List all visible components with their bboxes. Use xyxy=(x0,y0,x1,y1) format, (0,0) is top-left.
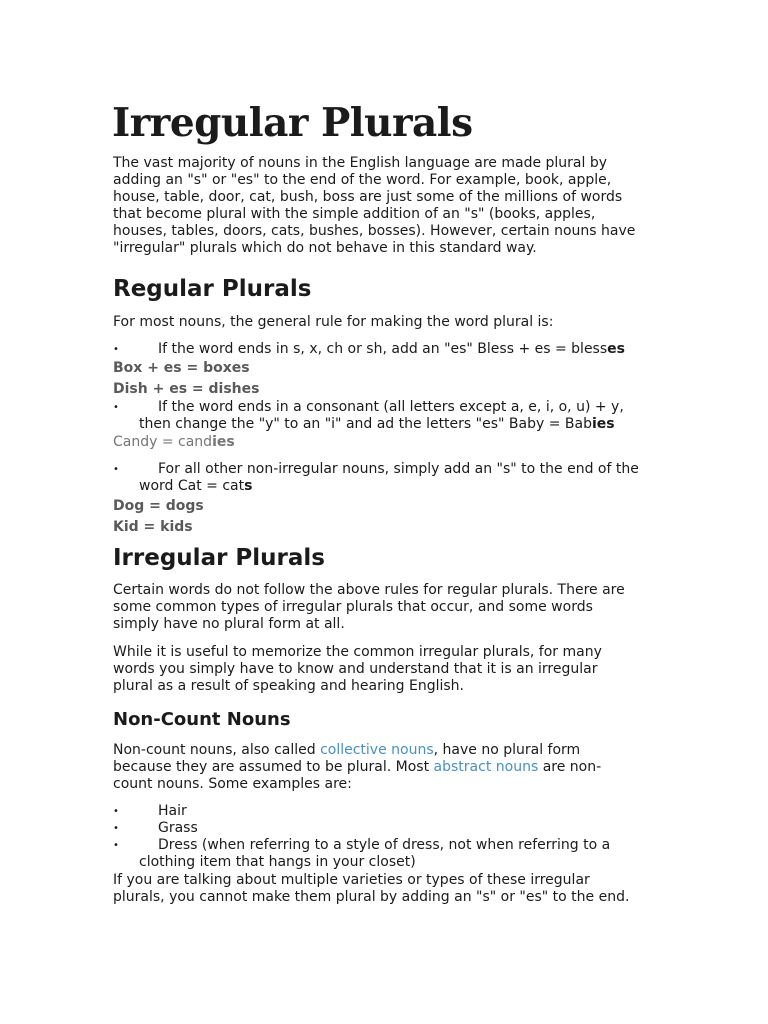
paragraph-line: plurals, you cannot make them plural by adding an "s" or "es" to the end. xyxy=(113,889,630,905)
closing-paragraph xyxy=(113,872,629,906)
intro-line: house, table, door, cat, bush, boss are just some of the millions of words xyxy=(113,189,623,205)
example-box: Box + es = boxes xyxy=(113,360,250,376)
intro-line: houses, tables, doors, cats, bushes, bosses). However, certain nouns have xyxy=(113,223,636,239)
paragraph-line: because they are assumed to be plural. Most abstract nouns are non- xyxy=(113,759,602,775)
irregular-paragraph-2 xyxy=(113,644,602,695)
bullet-icon: • xyxy=(113,806,119,817)
example-kid: Kid = kids xyxy=(113,519,193,535)
collective-nouns-link[interactable]: collective nouns xyxy=(320,742,434,758)
irregular-plurals-heading: Irregular Plurals xyxy=(113,545,325,571)
paragraph-line: some common types of irregular plurals that occur, and some words xyxy=(113,599,593,615)
abstract-nouns-link[interactable]: abstract nouns xyxy=(433,759,539,775)
paragraph-line: simply have no plural form at all. xyxy=(113,616,345,632)
list-item-label: Grass xyxy=(158,820,198,836)
example-candy: Candy = candies xyxy=(113,434,235,450)
intro-line: that become plural with the simple addition of an "s" (books, apples, xyxy=(113,206,596,222)
intro-line: "irregular" plurals which do not behave in this standard way. xyxy=(113,240,537,256)
bullet-icon: • xyxy=(113,823,119,834)
paragraph-line: While it is useful to memorize the common irregular plurals, for many xyxy=(113,644,602,660)
paragraph-line: words you simply have to know and understand that it is an irregular xyxy=(113,661,598,677)
bullet-icon: • xyxy=(113,344,119,355)
non-count-nouns-heading: Non-Count Nouns xyxy=(113,709,291,730)
page-title: Irregular Plurals xyxy=(112,100,473,146)
example-dog: Dog = dogs xyxy=(113,498,204,514)
list-item-label: Hair xyxy=(158,803,187,819)
rule-text: If the word ends in s, x, ch or sh, add an "es" Bless + es = blesses xyxy=(158,341,625,357)
paragraph-line: plural as a result of speaking and hearing English. xyxy=(113,678,464,694)
list-item-line: clothing item that hangs in your closet) xyxy=(139,854,416,870)
example-dish: Dish + es = dishes xyxy=(113,381,260,397)
paragraph-line: count nouns. Some examples are: xyxy=(113,776,352,792)
bullet-icon: • xyxy=(113,402,119,413)
irregular-paragraph-1 xyxy=(113,582,625,633)
rule-line: For all other non-irregular nouns, simply add an "s" to the end of the xyxy=(158,461,639,477)
paragraph-line: Certain words do not follow the above rules for regular plurals. There are xyxy=(113,582,625,598)
rule-line: If the word ends in a consonant (all letters except a, e, i, o, u) + y, xyxy=(158,399,624,415)
rule-line: word Cat = cats xyxy=(139,478,253,494)
regular-lead: For most nouns, the general rule for making the word plural is: xyxy=(113,314,554,330)
list-item-line: Dress (when referring to a style of dress, not when referring to a xyxy=(158,837,611,853)
bullet-icon: • xyxy=(113,840,119,851)
non-count-paragraph xyxy=(113,742,601,793)
intro-paragraph xyxy=(113,155,635,257)
regular-plurals-heading: Regular Plurals xyxy=(113,276,312,302)
bullet-icon: • xyxy=(113,464,119,475)
paragraph-line: Non-count nouns, also called collective nouns, have no plural form xyxy=(113,742,581,758)
rule-line: then change the "y" to an "i" and ad the letters "es" Baby = Babies xyxy=(139,416,615,432)
intro-line: The vast majority of nouns in the English language are made plural by xyxy=(113,155,608,171)
intro-line: adding an "s" or "es" to the end of the word. For example, book, apple, xyxy=(113,172,612,188)
paragraph-line: If you are talking about multiple varieties or types of these irregular xyxy=(113,872,590,888)
